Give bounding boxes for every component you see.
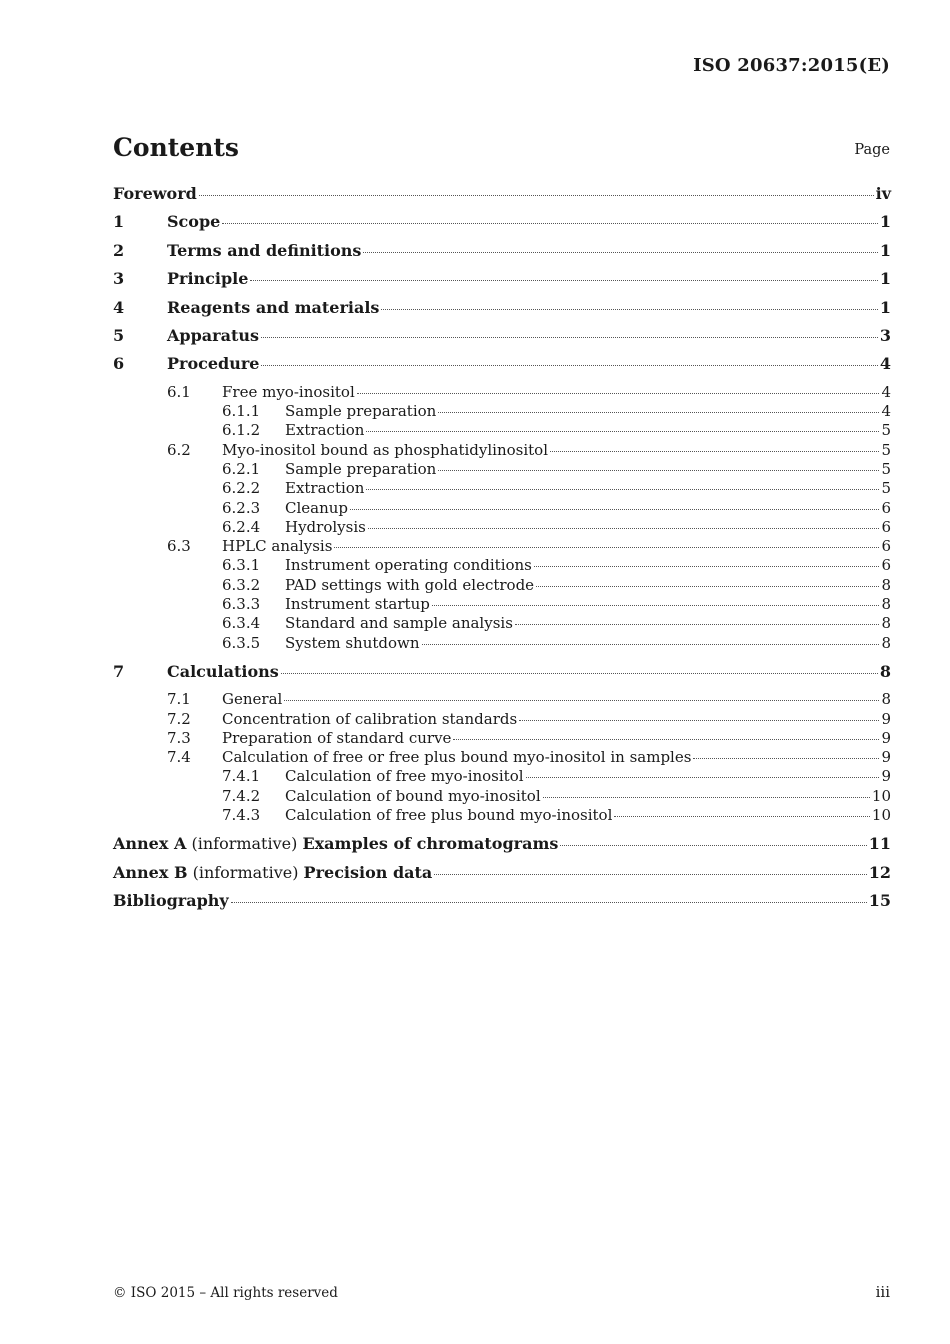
toc-entry[interactable]: [113, 537, 891, 556]
dot-leader: [543, 796, 870, 798]
toc-entry[interactable]: [113, 298, 891, 326]
toc-entry-number: 2: [113, 240, 125, 260]
dot-leader: [334, 546, 879, 548]
annex-label: Annex B: [113, 862, 188, 882]
dot-leader: [363, 251, 877, 253]
toc-entry-page: 9: [881, 709, 891, 728]
toc-entry-title: Bibliography: [113, 891, 229, 911]
dot-leader: [432, 604, 880, 606]
dot-leader: [231, 901, 867, 903]
annex-title: Examples of chromatograms: [302, 834, 559, 854]
toc-entry-title: Extraction: [285, 421, 365, 440]
dot-leader: [199, 194, 874, 196]
toc-entry-page: 8: [879, 661, 891, 681]
toc-entry-page: 5: [881, 479, 891, 498]
toc-entry-page: 1: [879, 297, 891, 317]
toc-entry-page: 6: [881, 556, 891, 575]
toc-entry-title: Preparation of standard curve: [222, 728, 452, 747]
toc-entry-title: Calculation of free myo-inositol: [285, 767, 524, 786]
toc-entry-title: System shutdown: [285, 633, 420, 652]
annex-note: (informative): [187, 862, 304, 882]
dot-leader: [515, 623, 880, 625]
toc-entry[interactable]: [113, 326, 891, 354]
toc-entry-page: 1: [879, 269, 891, 289]
toc-entry-title: Reagents and materials: [167, 297, 380, 317]
toc-entry[interactable]: [113, 748, 891, 767]
toc-entry-page: 6: [881, 537, 891, 556]
dot-leader: [350, 508, 879, 510]
toc-entry-number: 7.2: [167, 709, 191, 728]
toc-entry-page: 8: [881, 575, 891, 594]
toc-entry-page: 4: [881, 382, 891, 401]
toc-entry-number: 7.1: [167, 690, 191, 709]
toc-entry-title: Cleanup: [285, 498, 349, 517]
toc-entry-title: [113, 834, 558, 853]
toc-entry-page: 15: [868, 891, 891, 911]
document-id: ISO 20637:2015(E): [693, 55, 890, 76]
toc-entry-title: Sample preparation: [285, 402, 437, 421]
toc-entry-title: Sample preparation: [285, 459, 437, 478]
dot-leader: [519, 719, 879, 721]
dot-leader: [536, 585, 879, 587]
toc-entry[interactable]: [113, 767, 891, 786]
toc-entry-number: 6.3.5: [222, 633, 261, 652]
toc-entry-number: 7: [113, 661, 125, 681]
dot-leader: [381, 308, 877, 310]
toc-entry-number: 6.1: [167, 382, 191, 401]
toc-entry[interactable]: [113, 184, 891, 212]
dot-leader: [222, 222, 878, 224]
toc-entry-title: HPLC analysis: [222, 537, 333, 556]
table-of-contents: [113, 184, 891, 920]
annex-label: Annex A: [113, 834, 187, 854]
dot-leader: [368, 527, 880, 529]
toc-entry-page: 5: [881, 440, 891, 459]
toc-entry-number: 6.3: [167, 537, 191, 556]
dot-leader: [438, 411, 879, 413]
page-column-label: Page: [854, 142, 890, 158]
toc-entry-number: 6.2: [167, 440, 191, 459]
toc-entry-title: Concentration of calibration standards: [222, 709, 518, 728]
dot-leader: [434, 873, 866, 875]
toc-entry-page: 6: [881, 498, 891, 517]
toc-entry-title: Calculation of free plus bound myo-inositol: [285, 806, 613, 825]
toc-entry-page: 4: [881, 402, 891, 421]
toc-entry-page: iv: [875, 184, 891, 203]
toc-entry-title: Apparatus: [167, 325, 259, 345]
toc-entry[interactable]: [113, 212, 891, 240]
toc-entry[interactable]: [113, 690, 891, 709]
toc-entry[interactable]: [113, 499, 891, 518]
dot-leader: [261, 336, 878, 338]
toc-entry[interactable]: [113, 354, 891, 382]
toc-entry[interactable]: [113, 729, 891, 748]
toc-entry[interactable]: [113, 576, 891, 595]
toc-entry-number: 6.3.2: [222, 575, 261, 594]
dot-leader: [614, 815, 870, 817]
toc-entry-number: 7.4.2: [222, 786, 261, 805]
toc-entry[interactable]: [113, 787, 891, 806]
toc-entry[interactable]: [113, 402, 891, 421]
dot-leader: [422, 643, 880, 645]
toc-entry-page: 9: [881, 748, 891, 767]
annex-title: Precision data: [303, 862, 433, 882]
toc-entry[interactable]: [113, 710, 891, 729]
toc-entry[interactable]: [113, 269, 891, 297]
toc-entry-title: Extraction: [285, 479, 365, 498]
toc-entry-number: 6.1.1: [222, 402, 261, 421]
toc-entry[interactable]: [113, 421, 891, 440]
toc-entry-page: 5: [881, 421, 891, 440]
contents-header: [113, 133, 890, 163]
dot-leader: [284, 699, 879, 701]
toc-entry-page: 10: [871, 786, 891, 805]
toc-entry[interactable]: [113, 891, 891, 919]
copyright-notice: © ISO 2015 – All rights reserved: [113, 1285, 338, 1301]
toc-entry[interactable]: [113, 441, 891, 460]
toc-entry[interactable]: [113, 556, 891, 575]
annex-note: (informative): [186, 834, 303, 854]
toc-entry[interactable]: [113, 595, 891, 614]
toc-entry-title: Scope: [167, 212, 221, 232]
dot-leader: [366, 430, 879, 432]
dot-leader: [560, 844, 866, 846]
toc-entry-number: 6.2.3: [222, 498, 261, 517]
dot-leader: [453, 738, 879, 740]
toc-entry[interactable]: [113, 634, 891, 653]
toc-entry-title: Instrument operating conditions: [285, 556, 532, 575]
toc-entry[interactable]: [113, 806, 891, 825]
toc-entry-number: 1: [113, 212, 125, 232]
toc-entry-title: Calculations: [167, 661, 279, 681]
toc-entry[interactable]: [113, 834, 891, 862]
toc-entry-number: 6.2.4: [222, 517, 261, 536]
dot-leader: [281, 672, 878, 674]
toc-entry-number: 6.3.4: [222, 614, 261, 633]
toc-entry-number: 5: [113, 325, 125, 345]
toc-entry-page: 3: [879, 325, 891, 345]
toc-entry-number: 4: [113, 297, 125, 317]
toc-entry-number: 6.2.2: [222, 479, 261, 498]
toc-entry-title: Calculation of free or free plus bound myo-inositol in samples: [222, 748, 692, 767]
dot-leader: [261, 364, 877, 366]
toc-entry-number: 6: [113, 354, 125, 374]
toc-entry-title: Calculation of bound myo-inositol: [285, 786, 541, 805]
toc-entry[interactable]: [113, 863, 891, 891]
toc-entry-title: Instrument startup: [285, 595, 430, 613]
toc-entry-number: 6.3.3: [222, 595, 261, 613]
toc-entry-page: 8: [881, 614, 891, 633]
toc-entry-page: 12: [868, 862, 891, 882]
toc-entry-number: 6.2.1: [222, 459, 261, 478]
toc-entry-title: Free myo-inositol: [222, 382, 355, 401]
toc-entry-page: 8: [881, 690, 891, 709]
toc-entry-page: 10: [871, 806, 891, 825]
page-number: iii: [875, 1283, 890, 1301]
toc-entry[interactable]: [113, 460, 891, 479]
dot-leader: [550, 450, 879, 452]
toc-entry-title: Principle: [167, 269, 249, 289]
toc-entry-title: Terms and definitions: [167, 240, 362, 260]
toc-entry-page: 9: [881, 728, 891, 747]
toc-entry-page: 6: [881, 517, 891, 536]
toc-entry[interactable]: [113, 383, 891, 402]
dot-leader: [250, 279, 877, 281]
toc-entry-page: 8: [881, 633, 891, 652]
toc-entry[interactable]: [113, 518, 891, 537]
toc-entry[interactable]: [113, 614, 891, 633]
dot-leader: [438, 469, 879, 471]
toc-entry-number: 6.3.1: [222, 556, 261, 575]
toc-entry-title: PAD settings with gold electrode: [285, 575, 535, 594]
dot-leader: [366, 488, 879, 490]
toc-entry[interactable]: [113, 241, 891, 269]
toc-entry-page: 5: [881, 459, 891, 478]
toc-entry-title: General: [222, 690, 283, 709]
toc-entry[interactable]: [113, 479, 891, 498]
toc-entry-title: Foreword: [113, 184, 197, 203]
toc-entry-number: 7.4: [167, 748, 191, 767]
toc-entry-title: [113, 863, 432, 882]
toc-entry[interactable]: [113, 662, 891, 690]
dot-leader: [534, 565, 880, 567]
toc-entry-title: Standard and sample analysis: [285, 614, 513, 633]
toc-entry-number: 7.4.1: [222, 767, 261, 786]
toc-entry-number: 7.4.3: [222, 806, 261, 825]
toc-entry-page: 11: [868, 834, 891, 854]
toc-entry-page: 8: [881, 595, 891, 613]
toc-entry-number: 3: [113, 269, 125, 289]
toc-entry-number: 7.3: [167, 728, 191, 747]
dot-leader: [526, 776, 880, 778]
toc-entry-title: Procedure: [167, 354, 260, 374]
dot-leader: [357, 392, 880, 394]
toc-entry-title: Hydrolysis: [285, 517, 366, 536]
toc-entry-page: 1: [879, 212, 891, 232]
toc-entry-title: Myo-inositol bound as phosphatidylinositol: [222, 440, 549, 459]
toc-entry-number: 6.1.2: [222, 421, 261, 440]
dot-leader: [693, 757, 879, 759]
contents-title: Contents: [113, 133, 240, 162]
toc-entry-page: 4: [879, 354, 891, 374]
toc-entry-page: 9: [881, 767, 891, 786]
toc-entry-page: 1: [879, 240, 891, 260]
